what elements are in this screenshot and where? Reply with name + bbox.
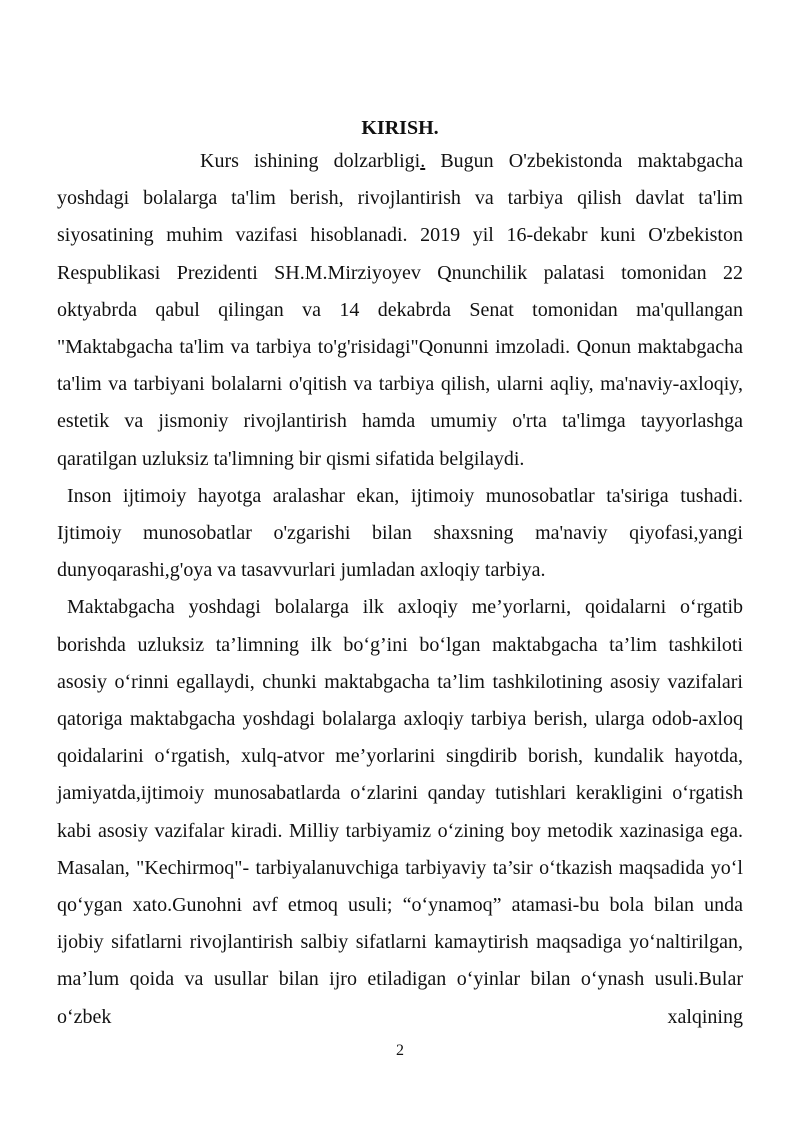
relevance-lead: Kurs ishining dolzarbligi <box>200 150 421 172</box>
relevance-lead-dot: . <box>420 150 426 172</box>
body-text <box>57 143 743 1036</box>
paragraph-relevance <box>57 143 743 478</box>
page-number: 2 <box>396 1042 404 1059</box>
paragraph-preschool: Maktabgacha yoshdagi bolalarga ilk axloqiy me’yorlarni, qoidalarni o‘rgatib borishda uzluksiz ta’limning ilk bo‘g’ini bo‘lgan maktabgacha ta’lim tashkiloti asosiy o‘rinni egallaydi, chunki maktabgacha ta’lim tashkilotining asosiy vazifalari qatoriga maktabgacha yoshdagi bolalarga axloqiy tarbiya berish, ularga odob-axloq qoidalarini o‘rgatish, xulq-atvor me’yorlarini singdirib borish, kundalik hayotda, jamiyatda,ijtimoiy munosabatlarda o‘zlarini qanday tutishlari kerakligini o‘rgatish kabi asosiy vazifalar kiradi. Milliy tarbiyamiz o‘zining boy metodik xazinasiga ega. Masalan, "Kechirmoq"- tarbiyalanuvchiga tarbiyaviy ta’sir o‘tkazish maqsadida yo‘l qo‘ygan xato.Gunohni avf etmoq usuli; “o‘ynamoq” atamasi-bu bola bilan unda ijobiy sifatlarni rivojlantirish salbiy sifatlarni kamaytirish maqsadiga yo‘naltirilgan, ma’lum qoida va usullar bilan ijro etiladigan o‘yinlar bilan o‘ynash usuli.Bular o‘zbek xalqining <box>57 596 743 1028</box>
section-heading: KIRISH. <box>361 117 439 139</box>
paragraph-social: Inson ijtimoiy hayotga aralashar ekan, ijtimoiy munosobatlar ta'siriga tushadi. Ijtimoiy munosobatlar o'zgarishi bilan shaxsning ma'naviy qiyofasi,yangi dunyoqarashi,g'oya va tasavvurlari jumladan axloqiy tarbiya. <box>57 484 743 582</box>
relevance-text: Bugun O'zbekistonda maktabgacha yoshdagi bolalarga ta'lim berish, rivojlantirish va tarbiya qilish davlat ta'lim siyosatining muhim vazifasi hisoblanadi. 2019 yil 16-dekabr kuni O'zbekiston Respublikasi Prezidenti SH.M.Mirziyoyev Qnunchilik palatasi tomonidan 22 oktyabrda qabul qilingan va 14 dekabrda Senat tomonidan ma'qullangan "Maktabgacha ta'lim va tarbiya to'g'risidagi"Qonunni imzoladi. Qonun maktabgacha ta'lim va tarbiyani bolalarni o'qitish va tarbiya qilish, ularni aqliy, ma'naviy-axloqiy, estetik va jismoniy rivojlantirish hamda umumiy o'rta ta'limga tayyorlashga qaratilgan uzluksiz ta'limning bir qismi sifatida belgilaydi. <box>57 150 743 470</box>
